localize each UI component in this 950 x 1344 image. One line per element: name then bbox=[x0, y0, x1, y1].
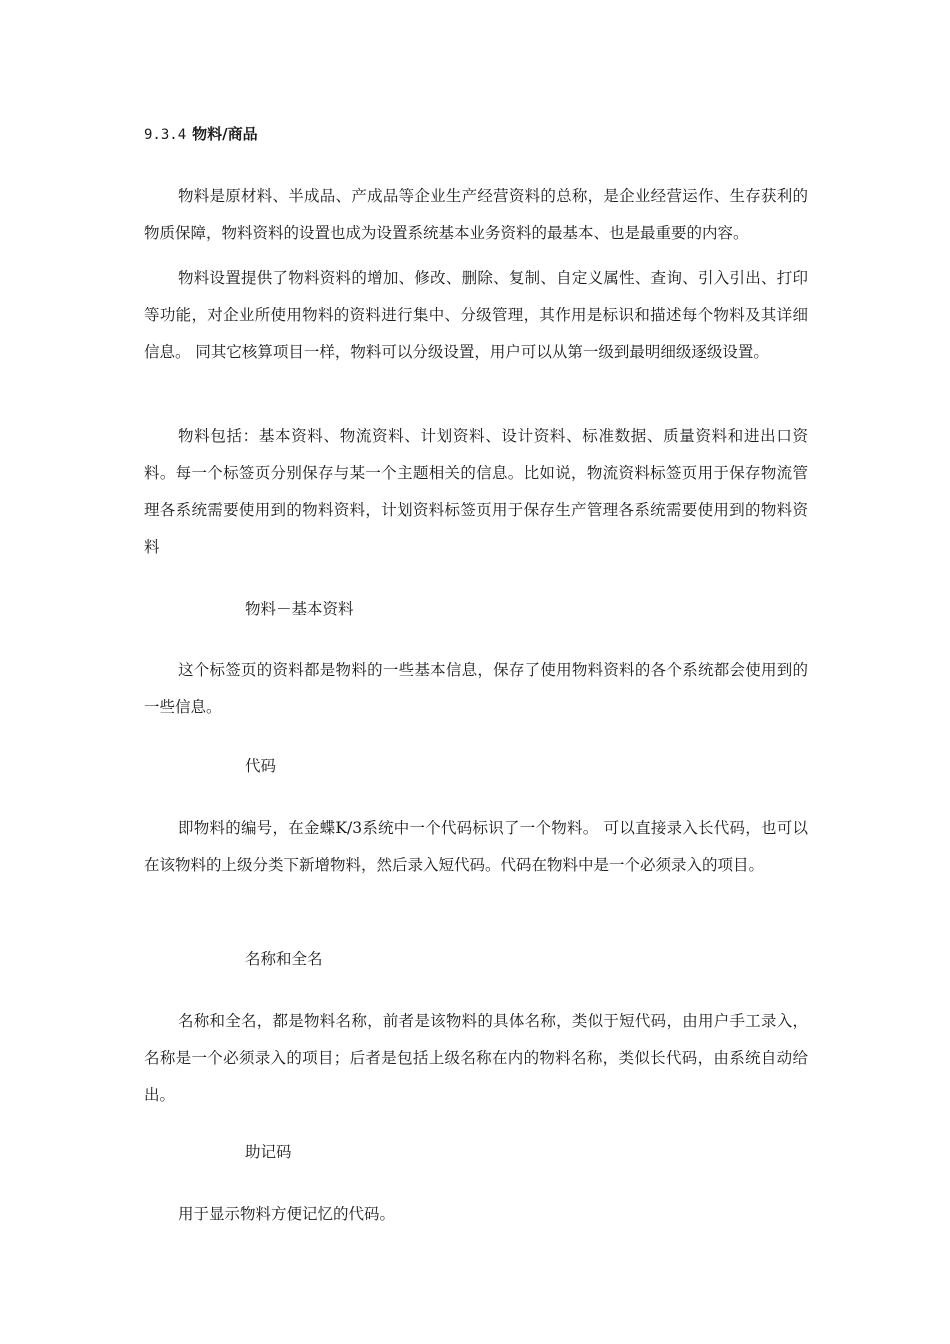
section-number: 9.3.4 bbox=[144, 127, 187, 143]
paragraph-material-settings: 物料设置提供了物料资料的增加、修改、删除、复制、自定义属性、查询、引入引出、打印等功能，对企业所使用物料的资料进行集中、分级管理，其作用是标识和描述每个物料及其详细信息。 同其它核算项目一样，物料可以分级设置，用户可以从第一级到最明细级逐级设置。 bbox=[144, 269, 808, 361]
subheading-name: 名称和全名 bbox=[245, 950, 323, 968]
paragraph-basic-info: 这个标签页的资料都是物料的一些基本信息，保存了使用物料资料的各个系统都会使用到的一些信息。 bbox=[144, 661, 808, 716]
subheading-basic-info: 物料－基本资料 bbox=[245, 600, 354, 618]
section-heading bbox=[144, 124, 258, 145]
paragraph-material-tabs: 物料包括：基本资料、物流资料、计划资料、设计资料、标准数据、质量资料和进出口资料。每一个标签页分别保存与某一个主题相关的信息。比如说，物流资料标签页用于保存物流管理各系统需要使用到的物料资料，计划资料标签页用于保存生产管理各系统需要使用到的物料资料 bbox=[144, 427, 808, 556]
subheading-code: 代码 bbox=[245, 757, 277, 775]
paragraph-code: 即物料的编号，在金蝶K/3系统中一个代码标识了一个物料。 可以直接录入长代码，也可以在该物料的上级分类下新增物料，然后录入短代码。代码在物料中是一个必须录入的项目。 bbox=[144, 819, 808, 874]
subheading-mnemonic: 助记码 bbox=[245, 1143, 292, 1161]
paragraph-name: 名称和全名，都是物料名称，前者是该物料的具体名称，类似于短代码，由用户手工录入，名称是一个必须录入的项目；后者是包括上级名称在内的物料名称，类似长代码，由系统自动给出。 bbox=[144, 1012, 808, 1104]
section-title: 物料/商品 bbox=[192, 125, 258, 143]
paragraph-material-definition: 物料是原材料、半成品、产成品等企业生产经营资料的总称，是企业经营运作、生存获利的物质保障，物料资料的设置也成为设置系统基本业务资料的最基本、也是最重要的内容。 bbox=[144, 187, 808, 242]
paragraph-mnemonic: 用于显示物料方便记忆的代码。 bbox=[178, 1205, 396, 1223]
